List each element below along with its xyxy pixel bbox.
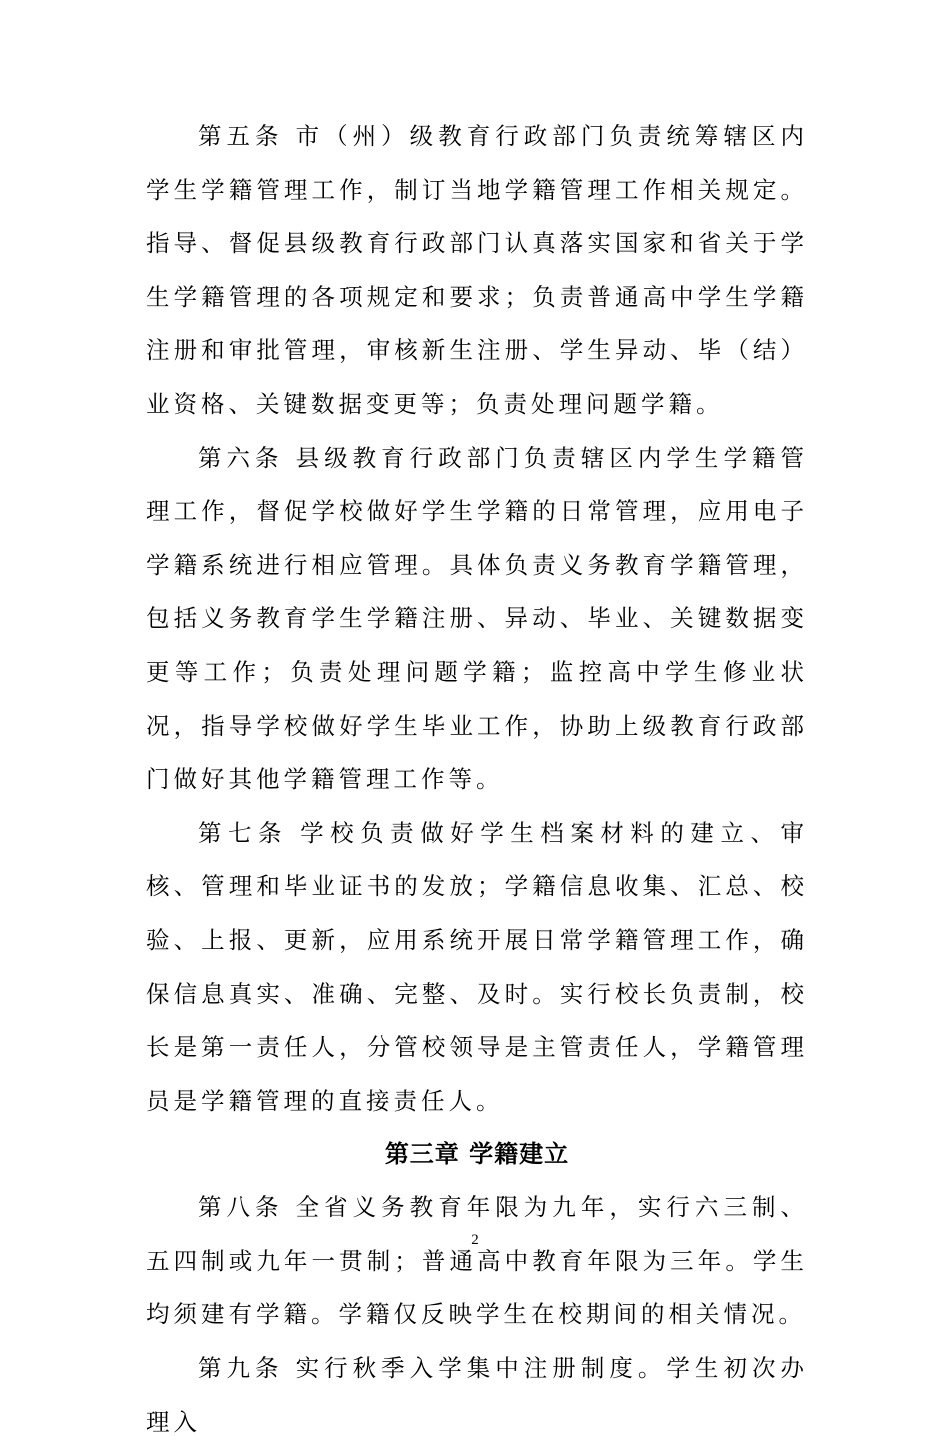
page-number: 2 bbox=[471, 1232, 479, 1248]
article-5-paragraph bbox=[146, 110, 808, 432]
article-9-paragraph bbox=[146, 1342, 808, 1449]
article-8-paragraph bbox=[146, 1181, 808, 1342]
article-7-text: 学校负责做好学生档案材料的建立、审核、管理和毕业证书的发放；学籍信息收集、汇总、校验、上报、更新，应用系统开展日常学籍管理工作，确保信息真实、准确、完整、及时。实行校长负责制，校长是第一责任人，分管校领导是主管责任人，学籍管理员是学籍管理的直接责任人。 bbox=[146, 818, 809, 1115]
article-6-text: 县级教育行政部门负责辖区内学生学籍管理工作，督促学校做好学生学籍的日常管理，应用电子学籍系统进行相应管理。具体负责义务教育学籍管理，包括义务教育学生学籍注册、异动、毕业、关键数据变更等工作；负责处理问题学籍；监控高中学生修业状况，指导学校做好学生毕业工作，协助上级教育行政部门做好其他学籍管理工作等。 bbox=[146, 443, 809, 794]
article-7-paragraph bbox=[146, 807, 808, 1129]
article-5-label: 第五条 bbox=[198, 122, 284, 150]
article-9-text: 实行秋季入学集中注册制度。学生初次办理入 bbox=[146, 1354, 809, 1436]
article-6-paragraph bbox=[146, 432, 808, 807]
article-8-text: 全省义务教育年限为九年，实行六三制、五四制或九年一贯制；普通高中教育年限为三年。学生均须建有学籍。学籍仅反映学生在校期间的相关情况。 bbox=[146, 1193, 809, 1329]
article-8-label: 第八条 bbox=[198, 1193, 284, 1222]
article-7-label: 第七条 bbox=[198, 818, 289, 847]
chapter-heading: 第三章 学籍建立 bbox=[384, 1140, 570, 1169]
article-5-text: 市（州）级教育行政部门负责统筹辖区内学生学籍管理工作，制订当地学籍管理工作相关规定。指导、督促县级教育行政部门认真落实国家和省关于学生学籍管理的各项规定和要求；负责普通高中学生学籍注册和审批管理，审核新生注册、学生异动、毕（结）业资格、关键数据变更等；负责处理问题学籍。 bbox=[146, 122, 809, 418]
article-6-label: 第六条 bbox=[198, 443, 284, 472]
article-9-label: 第九条 bbox=[198, 1354, 284, 1383]
